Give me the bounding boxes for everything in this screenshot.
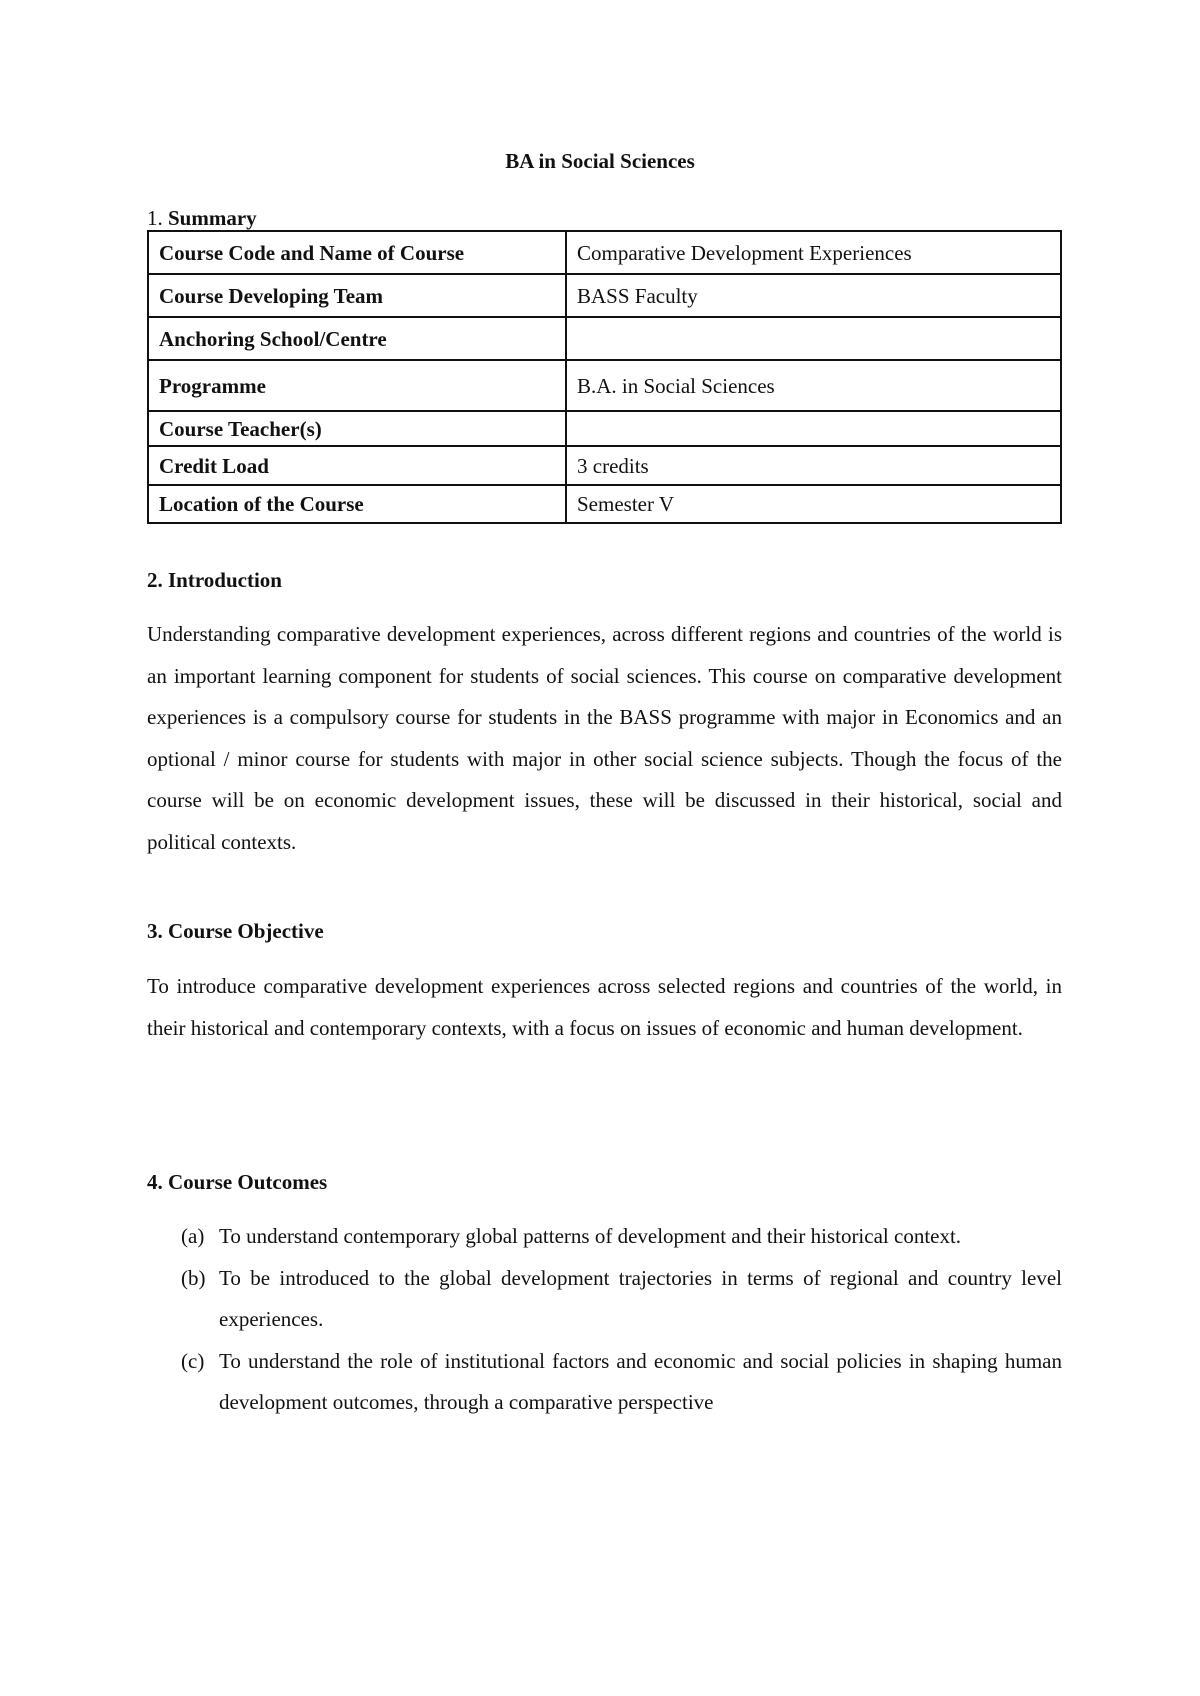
list-item-text: To be introduced to the global development trajectories in terms of regional and country level experiences. bbox=[219, 1265, 1062, 1332]
table-value-cell: Semester V bbox=[566, 485, 1061, 523]
table-value-cell: 3 credits bbox=[566, 446, 1061, 485]
summary-table bbox=[147, 230, 1062, 524]
list-item bbox=[147, 1216, 1062, 1258]
table-key-cell: Course Teacher(s) bbox=[148, 411, 566, 446]
table-key-cell: Programme bbox=[148, 360, 566, 411]
table-row bbox=[148, 231, 1061, 274]
list-item-text: To understand the role of institutional factors and economic and social policies in shaping human development outcomes, through a comparative perspective bbox=[219, 1348, 1062, 1415]
table-row bbox=[148, 360, 1061, 411]
table-value-cell: BASS Faculty bbox=[566, 274, 1061, 317]
table-key-cell: Course Code and Name of Course bbox=[148, 231, 566, 274]
table-row bbox=[148, 485, 1061, 523]
table-key-cell: Credit Load bbox=[148, 446, 566, 485]
table-row bbox=[148, 446, 1061, 485]
document-title: BA in Social Sciences bbox=[505, 149, 695, 173]
table-value-cell bbox=[566, 411, 1061, 446]
objective-heading: 3. Course Objective bbox=[147, 919, 324, 943]
objective-paragraph: To introduce comparative development experiences across selected regions and countries of the world, in their historical and contemporary contexts, with a focus on issues of economic and human development. bbox=[147, 974, 1062, 1040]
summary-title: Summary bbox=[168, 206, 257, 230]
list-item-marker: (a) bbox=[181, 1224, 205, 1248]
list-item-text: To understand contemporary global patterns of development and their historical context. bbox=[219, 1224, 962, 1248]
table-value-cell bbox=[566, 317, 1061, 360]
table-row bbox=[148, 411, 1061, 446]
table-row bbox=[148, 317, 1061, 360]
table-key-cell: Location of the Course bbox=[148, 485, 566, 523]
table-key-cell: Anchoring School/Centre bbox=[148, 317, 566, 360]
list-item-marker: (c) bbox=[181, 1348, 205, 1373]
outcomes-heading: 4. Course Outcomes bbox=[147, 1170, 328, 1194]
outcomes-list bbox=[147, 1216, 1062, 1424]
list-item bbox=[147, 1258, 1062, 1341]
summary-number: 1. bbox=[147, 206, 163, 230]
list-item-marker: (b) bbox=[181, 1265, 206, 1290]
introduction-paragraph: Understanding comparative development experiences, across different regions and countries of the world is an important learning component for students of social sciences. This course on comparative development experiences is a compulsory course for students in the BASS programme with major in Economics and an optional / minor course for students with major in other social science subjects. Though the focus of the course will be on economic development issues, these will be discussed in their historical, social and political contexts. bbox=[147, 622, 1062, 854]
table-key-cell: Course Developing Team bbox=[148, 274, 566, 317]
list-item bbox=[147, 1341, 1062, 1424]
table-value-cell: Comparative Development Experiences bbox=[566, 231, 1061, 274]
table-value-cell: B.A. in Social Sciences bbox=[566, 360, 1061, 411]
summary-heading bbox=[147, 204, 257, 232]
introduction-heading: 2. Introduction bbox=[147, 568, 282, 592]
table-row bbox=[148, 274, 1061, 317]
